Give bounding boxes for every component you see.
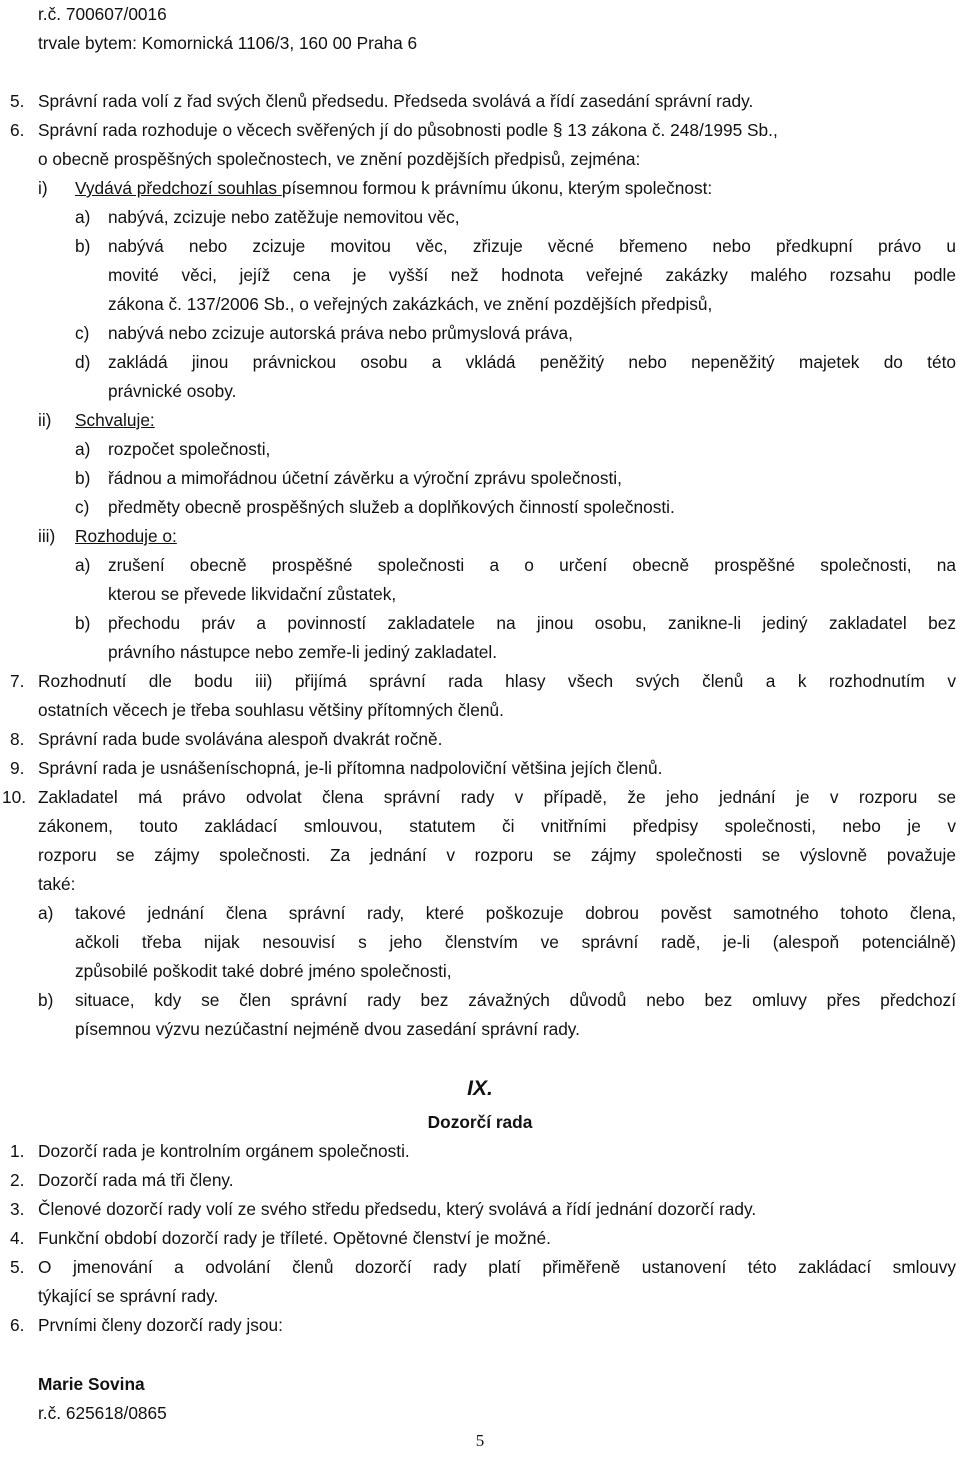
item-ii-a-label: a) xyxy=(75,439,91,459)
point-10-line-3: rozporu se zájmy společnosti. Za jednání v rozporu se zájmy společnosti se výslovně považuje xyxy=(38,845,956,865)
ix-point-4-text: Funkční období dozorčí rady je tříleté. Opětovné členství je možné. xyxy=(38,1228,551,1248)
ix-point-3-text: Členové dozorčí rady volí ze svého středu předsedu, který svolává a řídí jednání dozorčí rady. xyxy=(38,1199,757,1219)
section-ix-title: Dozorčí rada xyxy=(427,1112,533,1132)
header-birth-number: r.č. 700607/0016 xyxy=(38,4,167,24)
point-9-text: Správní rada je usnášeníschopná, je-li přítomna nadpoloviční většina jejích členů. xyxy=(38,758,663,778)
member-name: Marie Sovina xyxy=(38,1374,145,1394)
item-i-b-line-3: zákona č. 137/2006 Sb., o veřejných zakázkách, ve znění pozdějších předpisů, xyxy=(108,294,713,314)
ix-point-1-text: Dozorčí rada je kontrolním orgánem společnosti. xyxy=(38,1141,410,1161)
ix-point-2-text: Dozorčí rada má tři členy. xyxy=(38,1170,234,1190)
point-9-number: 9. xyxy=(10,758,25,778)
point-10-number: 10. xyxy=(2,787,27,807)
item-i-b-line-2: movité věci, jejíž cena je vyšší než hodnota veřejné zakázky malého rozsahu podle xyxy=(108,265,956,285)
item-10-b-label: b) xyxy=(38,990,54,1010)
point-7-line-1: Rozhodnutí dle bodu iii) přijímá správní rada hlasy všech svých členů a k rozhodnutím v xyxy=(38,671,956,691)
point-8-text: Správní rada bude svolávána alespoň dvakrát ročně. xyxy=(38,729,443,749)
item-i-d-line-2: právnické osoby. xyxy=(108,381,237,401)
item-10-b-line-2: písemnou výzvu nezúčastní nejméně dvou zasedání správní rady. xyxy=(75,1019,580,1039)
ix-point-6-number: 6. xyxy=(10,1315,25,1335)
subpoint-iii-title: Rozhoduje o: xyxy=(75,526,177,546)
item-ii-c-label: c) xyxy=(75,497,90,517)
item-ii-a-text: rozpočet společnosti, xyxy=(108,439,271,459)
item-10-a-line-2: ačkoli třeba nijak nesouvisí s jeho členstvím ve správní radě, je-li (alespoň potenciálně) xyxy=(75,932,956,952)
item-ii-b-label: b) xyxy=(75,468,91,488)
ix-point-5-line-1: O jmenování a odvolání členů dozorčí rady platí přiměřeně ustanovení této zakládací smlouvy xyxy=(38,1257,956,1277)
member-birth-number: r.č. 625618/0865 xyxy=(38,1403,167,1423)
item-i-d-label: d) xyxy=(75,352,91,372)
point-6-line-2: o obecně prospěšných společnostech, ve znění pozdějších předpisů, zejména: xyxy=(38,149,641,169)
subpoint-ii-title: Schvaluje: xyxy=(75,410,155,430)
ix-point-2-number: 2. xyxy=(10,1170,25,1190)
ix-point-4-number: 4. xyxy=(10,1228,25,1248)
item-10-b-line-1: situace, kdy se člen správní rady bez závažných důvodů nebo bez omluvy přes předchozí xyxy=(75,990,956,1010)
ix-point-1-number: 1. xyxy=(10,1141,25,1161)
subpoint-i-number: i) xyxy=(38,178,48,198)
item-i-a-text: nabývá, zcizuje nebo zatěžuje nemovitou věc, xyxy=(108,207,460,227)
item-10-a-label: a) xyxy=(38,903,54,923)
subpoint-ii-number: ii) xyxy=(38,410,52,430)
page-number: 5 xyxy=(475,1431,485,1450)
item-i-d-line-1: zakládá jinou právnickou osobu a vkládá peněžitý nebo nepeněžitý majetek do této xyxy=(108,352,956,372)
item-iii-a-line-2: kterou se převede likvidační zůstatek, xyxy=(108,584,397,604)
subpoint-i-underlined: Vydává předchozí souhlas xyxy=(75,178,282,198)
item-10-a-line-3: způsobilé poškodit také dobré jméno společnosti, xyxy=(75,961,452,981)
point-6-number: 6. xyxy=(10,120,25,140)
ix-point-6-text: Prvními členy dozorčí rady jsou: xyxy=(38,1315,283,1335)
point-10-line-2: zákonem, touto zakládací smlouvou, statutem či vnitřními předpisy společnosti, nebo je v xyxy=(38,816,956,836)
ix-point-3-number: 3. xyxy=(10,1199,25,1219)
item-i-c-label: c) xyxy=(75,323,90,343)
item-iii-b-line-2: právního nástupce nebo zemře-li jediný zakladatel. xyxy=(108,642,498,662)
item-i-c-text: nabývá nebo zcizuje autorská práva nebo průmyslová práva, xyxy=(108,323,573,343)
item-i-a-label: a) xyxy=(75,207,91,227)
item-iii-a-line-1: zrušení obecně prospěšné společnosti a o určení obecně prospěšné společnosti, na xyxy=(108,555,956,575)
item-i-b-line-1: nabývá nebo zcizuje movitou věc, zřizuje věcné břemeno nebo předkupní právo u xyxy=(108,236,956,256)
point-7-number: 7. xyxy=(10,671,25,691)
item-iii-b-label: b) xyxy=(75,613,91,633)
item-ii-c-text: předměty obecně prospěšných služeb a doplňkových činností společnosti. xyxy=(108,497,675,517)
header-address: trvale bytem: Komornická 1106/3, 160 00 Praha 6 xyxy=(38,33,418,53)
item-iii-b-line-1: přechodu práv a povinností zakladatele na jinou osobu, zanikne-li jediný zakladatel bez xyxy=(108,613,956,633)
point-5-number: 5. xyxy=(10,91,25,111)
point-5-text: Správní rada volí z řad svých členů předsedu. Předseda svolává a řídí zasedání správní rady. xyxy=(38,91,754,111)
item-10-a-line-1: takové jednání člena správní rady, které poškozuje dobrou pověst samotného tohoto člena, xyxy=(75,903,956,923)
ix-point-5-line-2: týkající se správní rady. xyxy=(38,1286,219,1306)
item-ii-b-text: řádnou a mimořádnou účetní závěrku a výroční zprávu společnosti, xyxy=(108,468,622,488)
point-10-line-1: Zakladatel má právo odvolat člena správní rady v případě, že jeho jednání je v rozporu se xyxy=(38,787,956,807)
item-iii-a-label: a) xyxy=(75,555,91,575)
point-6-line-1: Správní rada rozhoduje o věcech svěřených jí do působnosti podle § 13 zákona č. 248/1995 Sb., xyxy=(38,120,778,140)
subpoint-i-rest: písemnou formou k právnímu úkonu, kterým společnost: xyxy=(281,178,713,198)
point-8-number: 8. xyxy=(10,729,25,749)
point-7-line-2: ostatních věcech je třeba souhlasu většiny přítomných členů. xyxy=(38,700,504,720)
item-i-b-label: b) xyxy=(75,236,91,256)
section-ix-number: IX. xyxy=(467,1077,493,1100)
ix-point-5-number: 5. xyxy=(10,1257,25,1277)
subpoint-iii-number: iii) xyxy=(38,526,56,546)
subpoint-i-text xyxy=(75,178,712,198)
point-10-line-4: také: xyxy=(38,874,76,894)
